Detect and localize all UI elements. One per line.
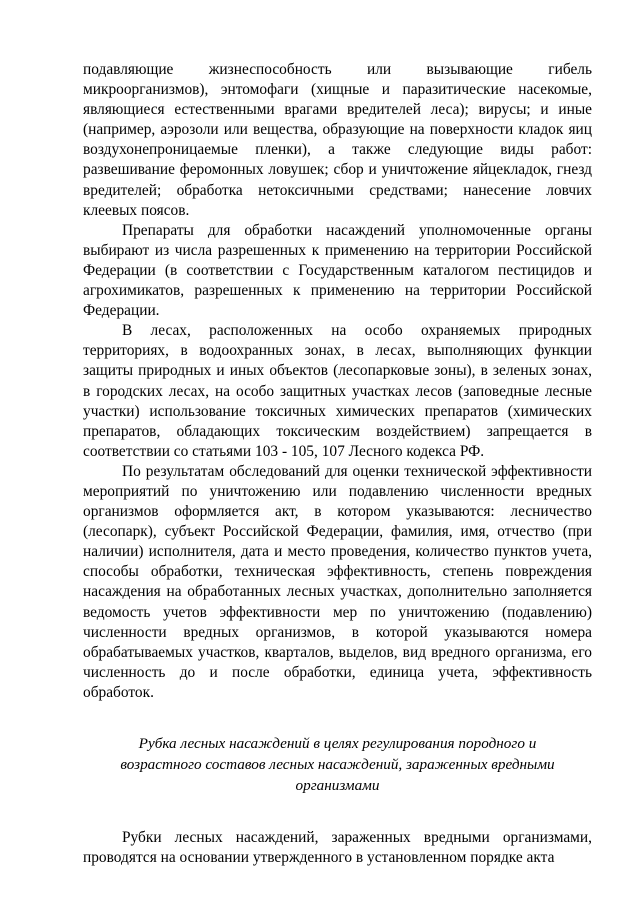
section-heading: Рубка лесных насаждений в целях регулирования породного и возрастного составов лесных насаждений, зараженных вредными организмами bbox=[120, 735, 555, 794]
paragraph-protected-territories: В лесах, расположенных на особо охраняемых природных территориях, в водоохранных зонах, в лесах, выполняющих функции защиты природных и иных объектов (лесопарковые зоны), в зеленых зонах, в городских лесах, на особо защитных участках лесов (заповедные лесные участки) использование токсичных химических препаратов (химических препаратов, обладающих токсическим воздействием) запрещается в соответствии со статьями 103 - 105, 107 Лесного кодекса РФ. bbox=[83, 322, 592, 460]
paragraph-continuation: подавляющие жизнеспособность или вызывающие гибель микроорганизмов), энтомофаги (хищные и паразитические насекомые, являющиеся естественными врагами вредителей леса); вирусы; и иные (например, аэрозоли или вещества, образующие на поверхности кладок яиц воздухонепроницаемые пленки), а также следующие виды работ: развешивание феромонных ловушек; сбор и уничтожение яйцекладок, гнезд вредителей; обработка нетоксичными средствами; нанесение ловчих клеевых поясов. bbox=[83, 61, 592, 219]
paragraph-preparations: Препараты для обработки насаждений уполномоченные органы выбирают из числа разрешенных к применению на территории Российской Федерации (в соответствии с Государственным каталогом пестицидов и агрохимикатов, разрешенных к применению на территории Российской Федерации. bbox=[83, 221, 592, 320]
paragraph-felling: Рубки лесных насаждений, зараженных вредными организмами, проводятся на основании утвержденного в установленном порядке акта bbox=[83, 829, 592, 867]
paragraph-survey-results: По результатам обследований для оценки технической эффективности мероприятий по уничтожению или подавлению численности вредных организмов оформляется акт, в котором указываются: лесничество (лесопарк), субъект Российской Федерации, фамилия, имя, отчество (при наличии) исполнителя, дата и место проведения, количество пунктов учета, способы обработки, техническая эффективность, степень повреждения насаждения на обработанных лесных участках, дополнительно заполняется ведомость учетов эффективности мер по уничтожению (подавлению) численности вредных организмов, в которой указываются номера обрабатываемых участков, кварталов, выделов, вид вредного организма, его численность до и после обработки, единица учета, эффективность обработок. bbox=[83, 462, 592, 701]
page-content bbox=[83, 60, 592, 868]
